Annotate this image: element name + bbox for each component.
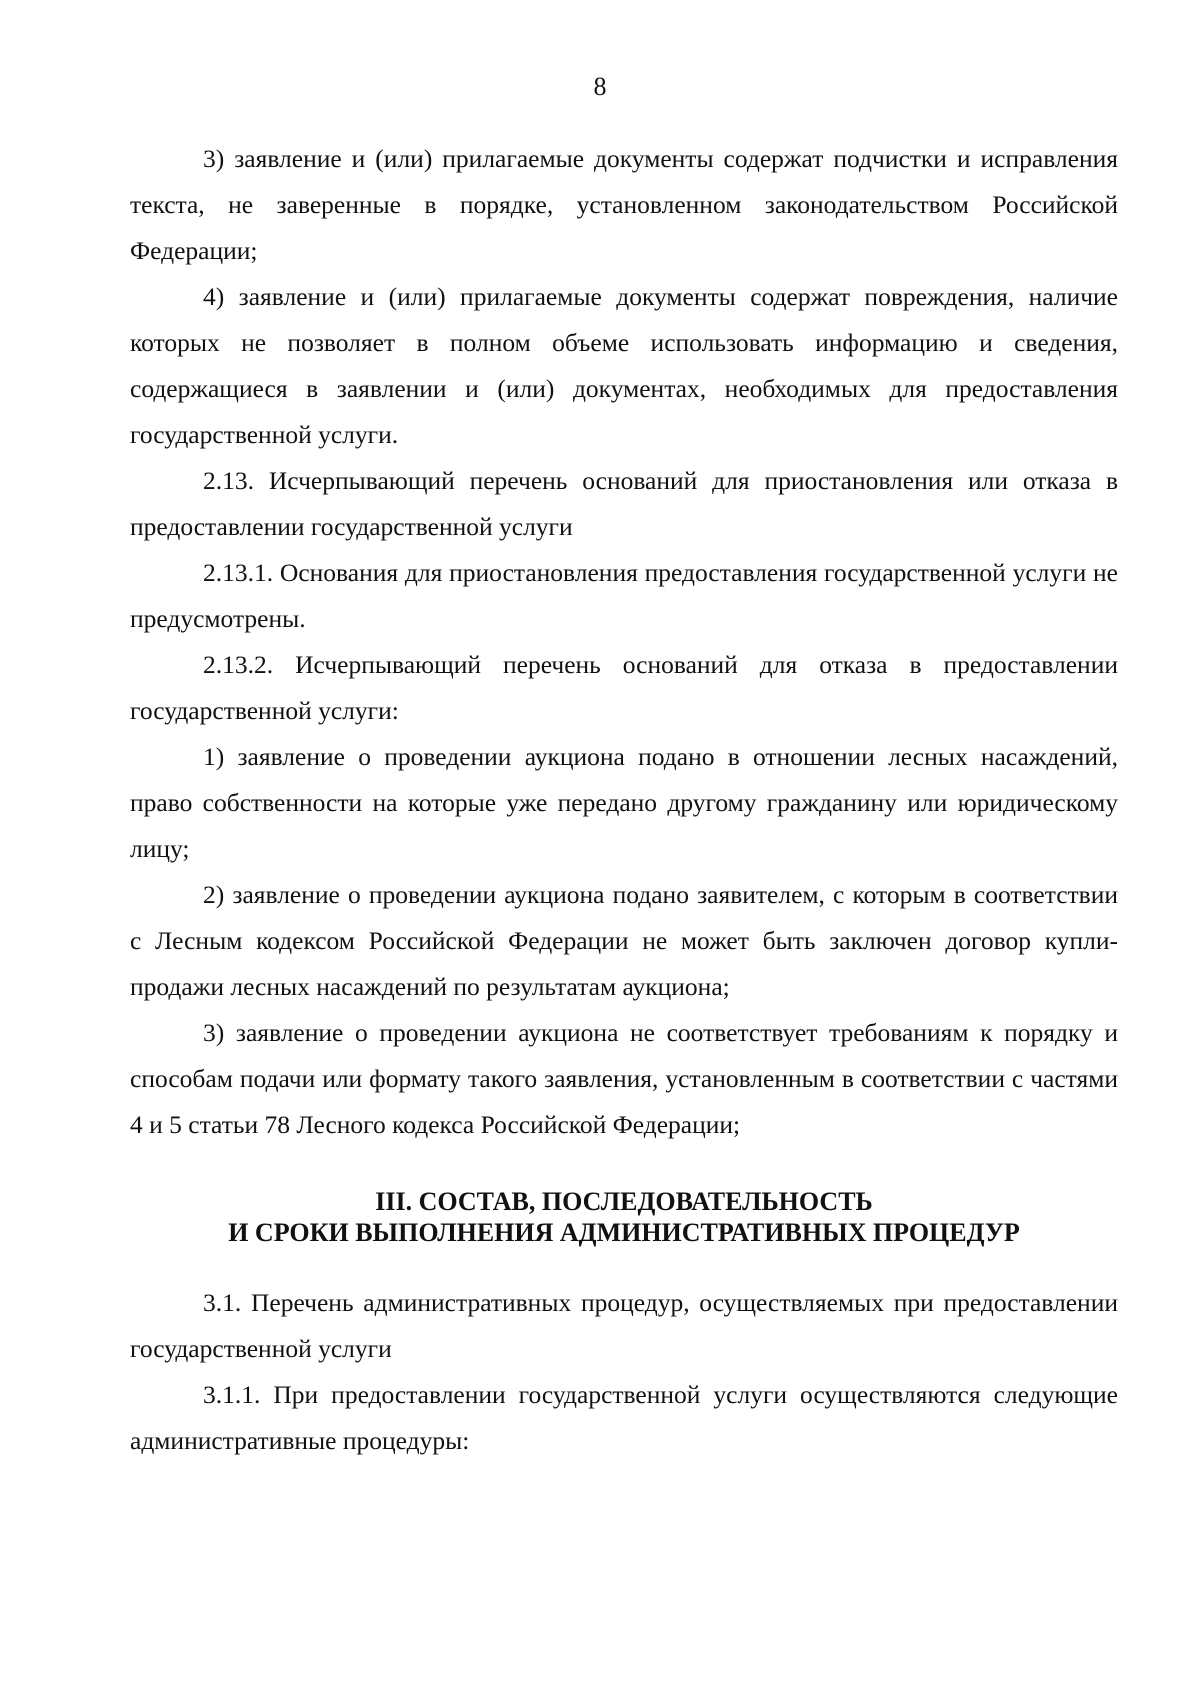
section-heading <box>130 1186 1118 1248</box>
paragraph-3-1-1: 3.1.1. При предоставлении государственной услуги осуществляются следующие административные процедуры: <box>130 1380 1118 1455</box>
section-heading-line-2: И СРОКИ ВЫПОЛНЕНИЯ АДМИНИСТРАТИВНЫХ ПРОЦЕДУР <box>228 1218 1020 1247</box>
paragraph-2-13-1: 2.13.1. Основания для приостановления предоставления государственной услуги не предусмотрены. <box>130 558 1118 633</box>
section-heading-line-1: III. СОСТАВ, ПОСЛЕДОВАТЕЛЬНОСТЬ <box>375 1187 873 1216</box>
document-body <box>130 136 1118 1464</box>
paragraph-refusal-item-2: 2) заявление о проведении аукциона подано заявителем, с которым в соответствии с Лесным кодексом Российской Федерации не может быть заключен договор купли-продажи лесных насаждений по результатам аукциона; <box>130 880 1118 1001</box>
paragraph-refusal-item-1: 1) заявление о проведении аукциона подано в отношении лесных насаждений, право собственности на которые уже передано другому гражданину или юридическому лицу; <box>130 742 1118 863</box>
paragraph-2-13-2: 2.13.2. Исчерпывающий перечень оснований для отказа в предоставлении государственной услуги: <box>130 650 1118 725</box>
paragraph-item-4-damage: 4) заявление и (или) прилагаемые документы содержат повреждения, наличие которых не позволяет в полном объеме использовать информацию и сведения, содержащиеся в заявлении и (или) документах, необходимых для предоставления государственной услуги. <box>130 282 1118 449</box>
paragraph-refusal-item-3: 3) заявление о проведении аукциона не соответствует требованиям к порядку и способам подачи или формату такого заявления, установленным в соответствии с частями 4 и 5 статьи 78 Лесного кодекса Российской Федерации; <box>130 1018 1118 1139</box>
paragraph-2-13: 2.13. Исчерпывающий перечень оснований для приостановления или отказа в предоставлении государственной услуги <box>130 466 1118 541</box>
paragraph-3-1: 3.1. Перечень административных процедур, осуществляемых при предоставлении государственной услуги <box>130 1288 1118 1363</box>
page-number: 8 <box>593 72 607 101</box>
paragraph-item-3-corrections: 3) заявление и (или) прилагаемые документы содержат подчистки и исправления текста, не заверенные в порядке, установленном законодательством Российской Федерации; <box>130 144 1118 265</box>
